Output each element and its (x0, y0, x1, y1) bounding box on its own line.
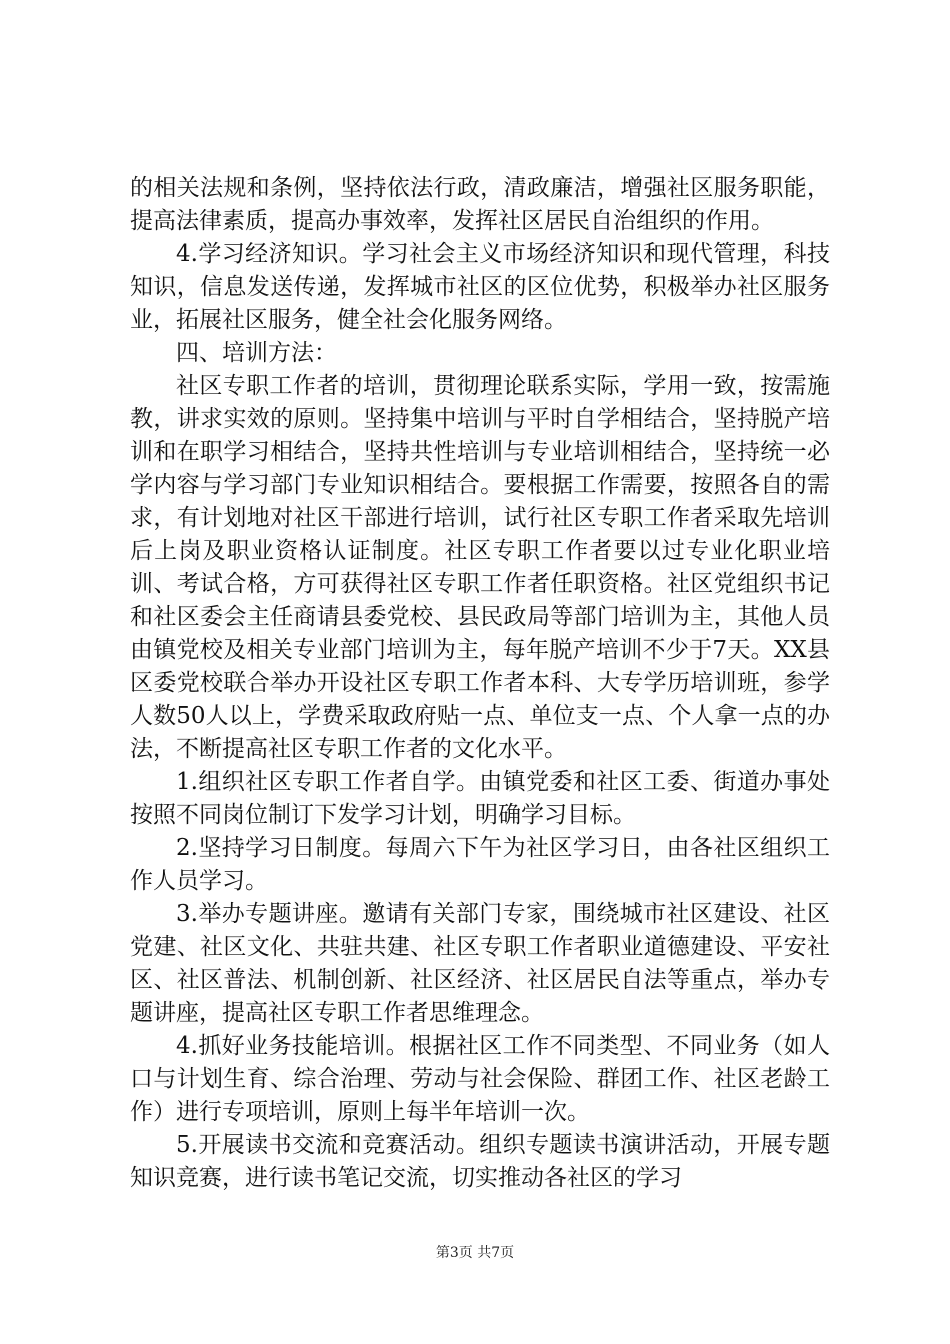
paragraph-training-principles: 社区专职工作者的培训，贯彻理论联系实际，学用一致，按需施教，讲求实效的原则。坚持集中培训与平时自学相结合，坚持脱产培训和在职学习相结合，坚持共性培训与专业培训相结合，坚持统一必学内容与学习部门专业知识相结合。要根据工作需要，按照各自的需求，有计划地对社区干部进行培训，试行社区专职工作者采取先培训后上岗及职业资格认证制度。社区专职工作者要以过专业化职业培训、考试合格，方可获得社区专职工作者任职资格。社区党组织书记和社区委会主任商请县委党校、县民政局等部门培训为主，其他人员由镇党校及相关专业部门培训为主，每年脱产培训不少于7天。XX县区委党校联合举办开设社区专职工作者本科、大专学历培训班，参学人数50人以上，学费采取政府贴一点、单位支一点、个人拿一点的办法，不断提高社区专职工作者的文化水平。 (130, 373, 830, 762)
paragraph-self-study: 1.组织社区专职工作者自学。由镇党委和社区工委、街道办事处按照不同岗位制订下发学习计划，明确学习目标。 (130, 769, 830, 828)
paragraph-skills-training: 4.抓好业务技能培训。根据社区工作不同类型、不同业务（如人口与计划生育、综合治理、劳动与社会保险、群团工作、社区老龄工作）进行专项培训，原则上每半年培训一次。 (130, 1033, 830, 1125)
paragraph-lectures: 3.举办专题讲座。邀请有关部门专家，围绕城市社区建设、社区党建、社区文化、共驻共建、社区专职工作者职业道德建设、平安社区、社区普法、机制创新、社区经济、社区居民自法等重点，举办专题讲座，提高社区专职工作者思维理念。 (130, 901, 830, 1026)
paragraph-economic-knowledge: 4.学习经济知识。学习社会主义市场经济知识和现代管理，科技知识，信息发送传递，发挥城市社区的区位优势，积极举办社区服务业，拓展社区服务，健全社会化服务网络。 (130, 241, 830, 333)
paragraph-continuation: 的相关法规和条例，坚持依法行政，清政廉洁，增强社区服务职能，提高法律素质，提高办事效率，发挥社区居民自治组织的作用。 (130, 175, 830, 234)
page-number-footer: 第3页 共7页 (435, 1245, 515, 1261)
paragraph-study-day: 2.坚持学习日制度。每周六下午为社区学习日，由各社区组织工作人员学习。 (130, 835, 830, 894)
section-heading-training-methods: 四、培训方法： (176, 340, 337, 366)
document-body (130, 172, 830, 1195)
paragraph-reading-activities: 5.开展读书交流和竞赛活动。组织专题读书演讲活动，开展专题知识竞赛，进行读书笔记交流，切实推动各社区的学习 (130, 1132, 830, 1191)
